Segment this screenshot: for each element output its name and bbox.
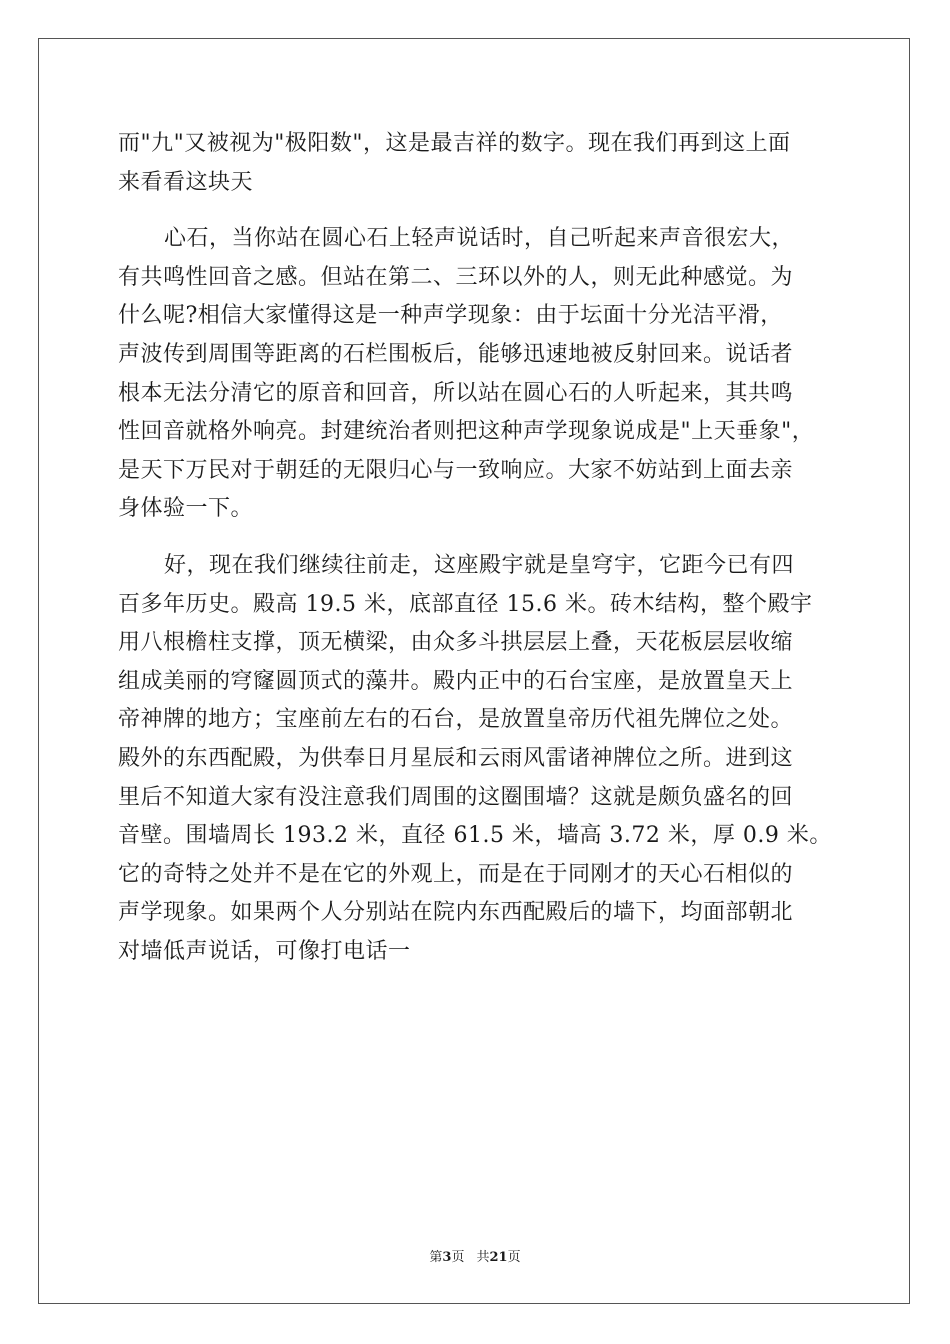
page-footer <box>0 1246 950 1265</box>
text-line: 声波传到周围等距离的石栏围板后，能够迅速地被反射回来。说话者 <box>118 341 794 367</box>
text-line: 是天下万民对于朝廷的无限归心与一致响应。大家不妨站到上面去亲 <box>118 457 794 483</box>
total-pages: 21 <box>489 1250 508 1265</box>
total-suffix: 页 <box>507 1250 521 1265</box>
text-line: 组成美丽的穹窿圆顶式的藻井。殿内正中的石台宝座，是放置皇天上 <box>118 668 794 694</box>
text-line: 用八根檐柱支撑，顶无横梁，由众多斗拱层层上叠，天花板层层收缩 <box>118 630 794 656</box>
text-line: 有共鸣性回音之感。但站在第二、三环以外的人，则无此种感觉。为 <box>118 264 794 290</box>
text-line: 对墙低声说话，可像打电话一 <box>118 938 411 964</box>
page-suffix: 页 <box>451 1250 465 1265</box>
total-prefix: 共 <box>476 1250 490 1265</box>
paragraph-start-line: 好，现在我们继续往前走，这座殿宇就是皇穹宇，它距今已有四 <box>164 552 795 578</box>
text-line: 百多年历史。殿高 19.5 米，底部直径 15.6 米。砖木结构，整个殿宇 <box>118 591 813 617</box>
text-line: 帝神牌的地方；宝座前左右的石台，是放置皇帝历代祖先牌位之处。 <box>118 707 794 733</box>
text-line: 音壁。围墙周长 193.2 米，直径 61.5 米，墙高 3.72 米，厚 0.9 米。 <box>118 823 832 849</box>
document-body <box>118 125 833 971</box>
paragraph-start-line: 心石，当你站在圆心石上轻声说话时，自己听起来声音很宏大， <box>164 226 795 252</box>
text-line: 来看看这块天 <box>118 169 254 195</box>
page-prefix: 第 <box>429 1250 443 1265</box>
text-line: 里后不知道大家有没注意我们周围的这圈围墙？这就是颇负盛名的回 <box>118 784 794 810</box>
text-line: 声学现象。如果两个人分别站在院内东西配殿后的墙下，均面部朝北 <box>118 900 794 926</box>
text-line: 而"九"又被视为"极阳数"，这是最吉祥的数字。现在我们再到这上面 <box>118 131 791 156</box>
text-line: 什么呢?相信大家懂得这是一种声学现象：由于坛面十分光洁平滑， <box>118 303 783 329</box>
page-number: 3 <box>442 1250 452 1265</box>
text-line: 身体验一下。 <box>118 496 254 522</box>
text-line: 它的奇特之处并不是在它的外观上，而是在于同刚才的天心石相似的 <box>118 861 794 887</box>
text-line: 根本无法分清它的原音和回音，所以站在圆心石的人听起来，其共鸣 <box>118 380 794 406</box>
text-line: 殿外的东西配殿，为供奉日月星辰和云雨风雷诸神牌位之所。进到这 <box>118 745 794 771</box>
text-line: 性回音就格外响亮。封建统治者则把这种声学现象说成是"上天垂象"， <box>118 419 815 445</box>
